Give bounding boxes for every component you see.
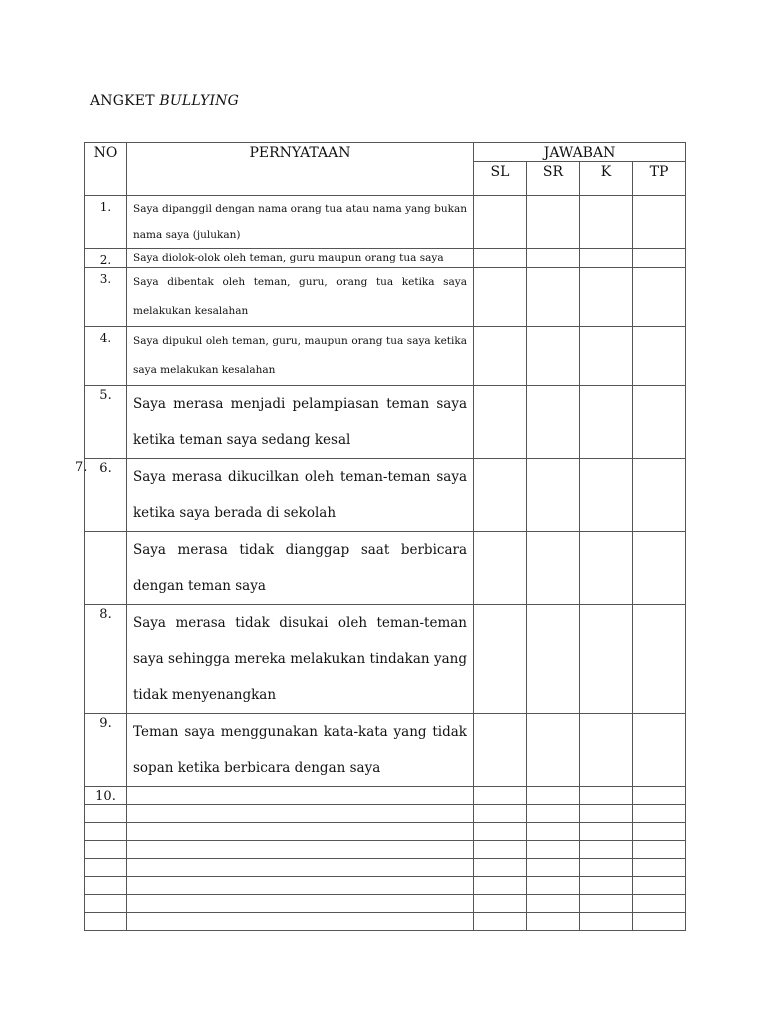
empty-cell bbox=[527, 823, 580, 841]
answer-cell-tp[interactable] bbox=[633, 714, 686, 787]
answer-cell-sr[interactable] bbox=[527, 386, 580, 459]
empty-cell bbox=[85, 841, 127, 859]
answer-cell-sl[interactable] bbox=[474, 249, 527, 268]
empty-cell bbox=[85, 895, 127, 913]
empty-cell bbox=[85, 859, 127, 877]
answer-cell-sl[interactable] bbox=[474, 459, 527, 532]
table-row bbox=[85, 249, 686, 268]
empty-cell bbox=[580, 805, 633, 823]
empty-cell bbox=[580, 841, 633, 859]
header-statement: PERNYATAAN bbox=[127, 143, 474, 196]
row-7-number: 7. bbox=[75, 460, 88, 475]
statement-text: Saya diolok-olok oleh teman, guru maupun orang tua saya bbox=[127, 249, 474, 268]
table-row bbox=[85, 605, 686, 714]
empty-cell bbox=[580, 859, 633, 877]
answer-cell-tp[interactable] bbox=[633, 386, 686, 459]
header-answer-group: JAWABAN bbox=[474, 143, 686, 162]
empty-cell bbox=[580, 877, 633, 895]
table-row bbox=[85, 714, 686, 787]
empty-cell bbox=[633, 823, 686, 841]
empty-cell bbox=[527, 913, 580, 931]
empty-row bbox=[85, 895, 686, 913]
row-number: 10. bbox=[85, 787, 127, 805]
empty-cell bbox=[85, 877, 127, 895]
title-italic: BULLYING bbox=[159, 93, 240, 109]
empty-cell bbox=[580, 895, 633, 913]
answer-cell-sl[interactable] bbox=[474, 605, 527, 714]
answer-cell-k[interactable] bbox=[580, 714, 633, 787]
empty-cell bbox=[127, 895, 474, 913]
empty-cell bbox=[633, 841, 686, 859]
answer-cell-k[interactable] bbox=[580, 327, 633, 386]
empty-cell bbox=[527, 859, 580, 877]
answer-cell-sr[interactable] bbox=[527, 327, 580, 386]
answer-cell-sl[interactable] bbox=[474, 196, 527, 249]
answer-cell-k[interactable] bbox=[580, 605, 633, 714]
header-option-sr: SR bbox=[527, 162, 580, 196]
answer-cell-tp[interactable] bbox=[633, 532, 686, 605]
header-option-k: K bbox=[580, 162, 633, 196]
statement-text: Saya merasa tidak disukai oleh teman-teman saya sehingga mereka melakukan tindakan yang tidak menyenangkan bbox=[127, 605, 474, 714]
answer-cell-k[interactable] bbox=[580, 787, 633, 805]
table-row bbox=[85, 787, 686, 805]
empty-row bbox=[85, 841, 686, 859]
empty-row bbox=[85, 913, 686, 931]
empty-cell bbox=[127, 841, 474, 859]
empty-row bbox=[85, 823, 686, 841]
answer-cell-sl[interactable] bbox=[474, 268, 527, 327]
empty-cell bbox=[127, 877, 474, 895]
empty-cell bbox=[474, 823, 527, 841]
empty-cell bbox=[633, 859, 686, 877]
empty-cell bbox=[127, 913, 474, 931]
answer-cell-tp[interactable] bbox=[633, 605, 686, 714]
answer-cell-tp[interactable] bbox=[633, 268, 686, 327]
answer-cell-tp[interactable] bbox=[633, 327, 686, 386]
empty-cell bbox=[474, 805, 527, 823]
empty-cell bbox=[527, 877, 580, 895]
answer-cell-k[interactable] bbox=[580, 196, 633, 249]
statement-text: Saya merasa dikucilkan oleh teman-teman saya ketika saya berada di sekolah bbox=[127, 459, 474, 532]
answer-cell-k[interactable] bbox=[580, 268, 633, 327]
empty-cell bbox=[85, 823, 127, 841]
document-title bbox=[90, 93, 239, 109]
answer-cell-k[interactable] bbox=[580, 386, 633, 459]
empty-cell bbox=[85, 913, 127, 931]
table-row bbox=[85, 532, 686, 605]
row-number: 4. bbox=[85, 327, 127, 386]
answer-cell-sr[interactable] bbox=[527, 268, 580, 327]
row-number: 1. bbox=[85, 196, 127, 249]
row-number: 6. bbox=[85, 459, 127, 532]
table-row bbox=[85, 196, 686, 249]
row-number: 5. bbox=[85, 386, 127, 459]
empty-cell bbox=[580, 823, 633, 841]
table-row bbox=[85, 327, 686, 386]
statement-text: Saya dipukul oleh teman, guru, maupun orang tua saya ketika saya melakukan kesalahan bbox=[127, 327, 474, 386]
empty-cell bbox=[474, 877, 527, 895]
empty-row bbox=[85, 877, 686, 895]
row-number: 3. bbox=[85, 268, 127, 327]
empty-cell bbox=[127, 823, 474, 841]
statement-text: Saya merasa menjadi pelampiasan teman saya ketika teman saya sedang kesal bbox=[127, 386, 474, 459]
empty-cell bbox=[127, 859, 474, 877]
statement-text bbox=[127, 787, 474, 805]
table-row bbox=[85, 386, 686, 459]
answer-cell-sl[interactable] bbox=[474, 532, 527, 605]
empty-cell bbox=[127, 805, 474, 823]
row-number bbox=[85, 532, 127, 605]
answer-cell-sr[interactable] bbox=[527, 532, 580, 605]
answer-cell-sl[interactable] bbox=[474, 327, 527, 386]
statement-text: Saya dibentak oleh teman, guru, orang tua ketika saya melakukan kesalahan bbox=[127, 268, 474, 327]
answer-cell-tp[interactable] bbox=[633, 196, 686, 249]
row-number: 8. bbox=[85, 605, 127, 714]
header-no: NO bbox=[85, 143, 127, 196]
empty-row bbox=[85, 859, 686, 877]
row-number: 2. bbox=[85, 249, 127, 268]
empty-cell bbox=[633, 913, 686, 931]
answer-cell-sr[interactable] bbox=[527, 459, 580, 532]
answer-cell-tp[interactable] bbox=[633, 249, 686, 268]
empty-cell bbox=[474, 913, 527, 931]
empty-cell bbox=[85, 805, 127, 823]
header-option-tp: TP bbox=[633, 162, 686, 196]
answer-cell-sl[interactable] bbox=[474, 714, 527, 787]
empty-cell bbox=[527, 805, 580, 823]
header-option-sl: SL bbox=[474, 162, 527, 196]
empty-cell bbox=[527, 895, 580, 913]
answer-cell-sr[interactable] bbox=[527, 605, 580, 714]
answer-cell-sr[interactable] bbox=[527, 787, 580, 805]
answer-cell-sr[interactable] bbox=[527, 249, 580, 268]
answer-cell-k[interactable] bbox=[580, 532, 633, 605]
empty-row bbox=[85, 805, 686, 823]
empty-cell bbox=[474, 859, 527, 877]
row-number: 9. bbox=[85, 714, 127, 787]
empty-cell bbox=[633, 805, 686, 823]
questionnaire-table bbox=[84, 142, 686, 931]
table-row bbox=[85, 459, 686, 532]
title-main: ANGKET bbox=[90, 93, 160, 109]
answer-cell-tp[interactable] bbox=[633, 787, 686, 805]
statement-text: Teman saya menggunakan kata-kata yang tidak sopan ketika berbicara dengan saya bbox=[127, 714, 474, 787]
empty-cell bbox=[633, 877, 686, 895]
answer-cell-tp[interactable] bbox=[633, 459, 686, 532]
answer-cell-sl[interactable] bbox=[474, 787, 527, 805]
empty-cell bbox=[474, 895, 527, 913]
answer-cell-k[interactable] bbox=[580, 249, 633, 268]
statement-text: Saya dipanggil dengan nama orang tua atau nama yang bukan nama saya (julukan) bbox=[127, 196, 474, 249]
empty-cell bbox=[474, 841, 527, 859]
answer-cell-sl[interactable] bbox=[474, 386, 527, 459]
empty-cell bbox=[580, 913, 633, 931]
table-row bbox=[85, 268, 686, 327]
answer-cell-sr[interactable] bbox=[527, 714, 580, 787]
empty-cell bbox=[633, 895, 686, 913]
answer-cell-sr[interactable] bbox=[527, 196, 580, 249]
answer-cell-k[interactable] bbox=[580, 459, 633, 532]
statement-text: Saya merasa tidak dianggap saat berbicara dengan teman saya bbox=[127, 532, 474, 605]
empty-cell bbox=[527, 841, 580, 859]
